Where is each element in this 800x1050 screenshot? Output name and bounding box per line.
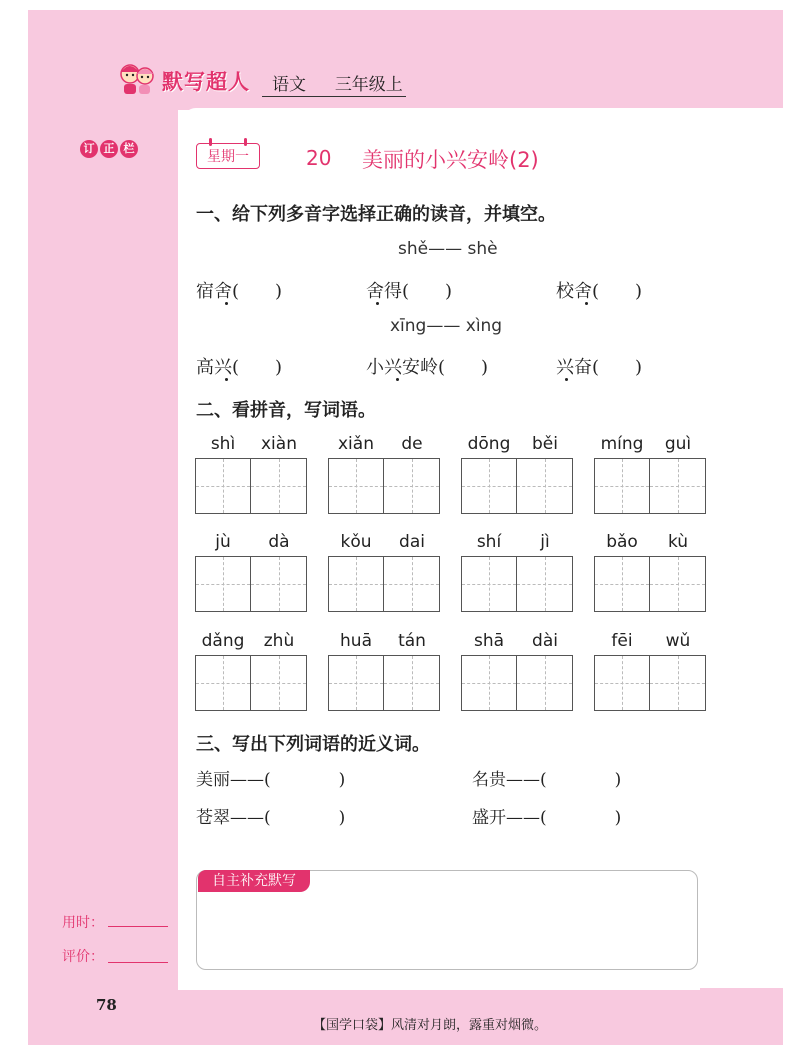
pinyin-syllable: shā [473, 631, 505, 651]
tianzige-box[interactable] [328, 556, 384, 612]
left-margin-band [28, 110, 178, 990]
pinyin-syllable: míng [600, 434, 644, 454]
supplement-label: 自主补充默写 [198, 870, 310, 892]
emphasis-dot [396, 378, 399, 381]
emphasis-dot [225, 302, 228, 305]
polyphone-item[interactable]: 校舍( ) [556, 281, 643, 302]
tianzige-box[interactable] [195, 458, 251, 514]
tianzige-box[interactable] [461, 556, 517, 612]
synonym-item[interactable]: 苍翠——( ) [196, 808, 346, 828]
pinyin-syllable: dai [399, 532, 425, 552]
tianzige-box[interactable] [251, 655, 307, 711]
tianzige-box[interactable] [384, 655, 440, 711]
eval-field[interactable] [108, 962, 168, 963]
subject-grade [272, 70, 403, 95]
cartoon-kids-logo-icon [118, 60, 156, 96]
header-underline [262, 96, 406, 97]
emphasis-dot [225, 378, 228, 381]
emphasis-dot [376, 302, 379, 305]
pinyin-syllable: kǒu [340, 532, 372, 552]
pinyin-pair-xing: xīng—— xìng [390, 316, 503, 336]
tianzige-box[interactable] [594, 655, 650, 711]
tianzige-box[interactable] [650, 655, 706, 711]
polyphone-item[interactable]: 小兴安岭( ) [366, 357, 489, 378]
section3-title: 三、写出下列词语的近义词。 [196, 734, 430, 755]
tianzige-box[interactable] [650, 458, 706, 514]
page-edge [178, 110, 184, 990]
polyphone-item[interactable]: 舍得( ) [366, 281, 453, 302]
pinyin-syllable: dōng [467, 434, 511, 454]
pinyin-syllable: tán [398, 631, 426, 651]
pinyin-syllable: wǔ [665, 631, 691, 651]
emphasis-dot [585, 302, 588, 305]
synonym-item[interactable]: 名贵——( ) [472, 770, 622, 790]
pinyin-syllable: jì [540, 532, 550, 552]
tianzige-box[interactable] [517, 458, 573, 514]
lesson-number: 20 [306, 146, 332, 170]
emphasis-dot [565, 378, 568, 381]
pinyin-syllable: de [401, 434, 423, 454]
lesson-title: 美丽的小兴安岭(2) [362, 148, 539, 172]
writing-box-pair[interactable] [461, 655, 573, 711]
pinyin-syllable: fēi [611, 631, 633, 651]
pinyin-syllable: běi [532, 434, 558, 454]
correction-column-label [80, 140, 138, 158]
pinyin-syllable: jù [215, 532, 231, 552]
footer-quote: 【国学口袋】风清对月朗，露重对烟微。 [313, 1018, 548, 1033]
pinyin-syllable: dài [532, 631, 558, 651]
tianzige-box[interactable] [517, 655, 573, 711]
writing-box-pair[interactable] [195, 556, 307, 612]
brand-title: 默写超人 [162, 70, 250, 94]
section2-title: 二、看拼音，写词语。 [196, 400, 376, 421]
tianzige-box[interactable] [594, 458, 650, 514]
polyphone-item[interactable]: 高兴( ) [196, 357, 283, 378]
polyphone-item[interactable]: 兴奋( ) [556, 357, 643, 378]
eval-label: 评价： [62, 949, 104, 965]
fix-char: 订 [80, 140, 98, 158]
pinyin-syllable: zhù [263, 631, 295, 651]
pinyin-syllable: kù [667, 532, 689, 552]
pinyin-syllable: huā [340, 631, 372, 651]
writing-box-pair[interactable] [195, 655, 307, 711]
synonym-item[interactable]: 盛开——( ) [472, 808, 622, 828]
tianzige-box[interactable] [251, 556, 307, 612]
tianzige-box[interactable] [461, 655, 517, 711]
pinyin-syllable: xiǎn [338, 434, 374, 454]
pinyin-syllable: guì [664, 434, 692, 454]
subject-label: 语文 [272, 75, 306, 95]
grade-label: 三年级上 [334, 75, 403, 95]
fix-char: 正 [100, 140, 118, 158]
writing-box-pair[interactable] [195, 458, 307, 514]
writing-box-pair[interactable] [328, 655, 440, 711]
pinyin-syllable: xiàn [261, 434, 297, 454]
polyphone-item[interactable]: 宿舍( ) [196, 281, 283, 302]
tianzige-box[interactable] [328, 458, 384, 514]
writing-box-pair[interactable] [594, 458, 706, 514]
pinyin-syllable: shì [210, 434, 236, 454]
pinyin-syllable: dǎng [201, 631, 245, 651]
writing-box-pair[interactable] [461, 458, 573, 514]
pinyin-syllable: bǎo [606, 532, 638, 552]
writing-box-pair[interactable] [461, 556, 573, 612]
tianzige-box[interactable] [328, 655, 384, 711]
writing-box-pair[interactable] [328, 556, 440, 612]
writing-box-pair[interactable] [594, 556, 706, 612]
pinyin-pair-she: shě—— shè [398, 239, 498, 259]
tianzige-box[interactable] [251, 458, 307, 514]
tianzige-box[interactable] [195, 655, 251, 711]
tianzige-box[interactable] [517, 556, 573, 612]
pinyin-syllable: shí [476, 532, 502, 552]
tianzige-box[interactable] [384, 556, 440, 612]
tianzige-box[interactable] [650, 556, 706, 612]
tianzige-box[interactable] [384, 458, 440, 514]
tianzige-box[interactable] [195, 556, 251, 612]
pinyin-syllable: dà [268, 532, 290, 552]
writing-box-pair[interactable] [328, 458, 440, 514]
tianzige-box[interactable] [594, 556, 650, 612]
synonym-item[interactable]: 美丽——( ) [196, 770, 346, 790]
weekday-tag: 星期一 [196, 143, 260, 169]
time-field[interactable] [108, 926, 168, 927]
section1-title: 一、给下列多音字选择正确的读音，并填空。 [196, 204, 556, 225]
fix-char: 栏 [120, 140, 138, 158]
writing-box-pair[interactable] [594, 655, 706, 711]
tianzige-box[interactable] [461, 458, 517, 514]
page-number: 78 [96, 996, 117, 1014]
time-label: 用时： [62, 915, 104, 931]
